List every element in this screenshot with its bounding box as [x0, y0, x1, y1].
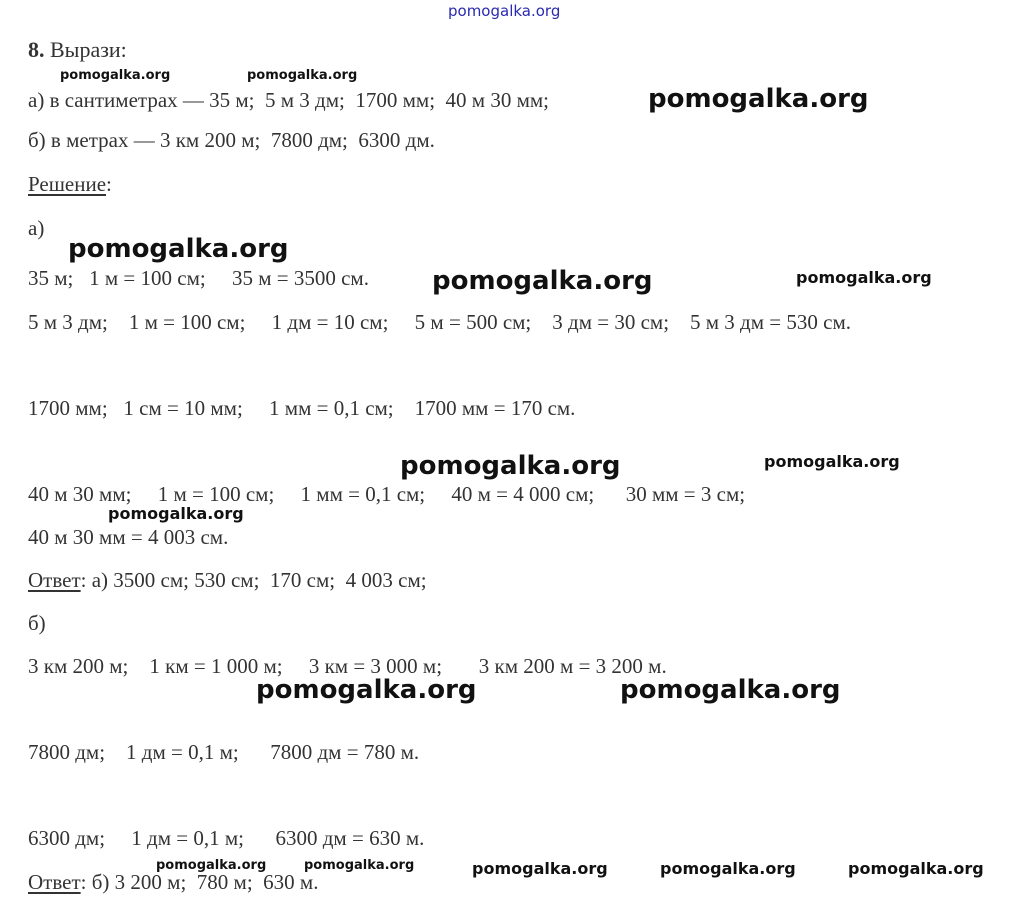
answer-b-word: Ответ — [28, 870, 81, 894]
solution-b-line-3: 6300 дм; 1 дм = 0,1 м; 6300 дм = 630 м. — [28, 826, 425, 850]
solution-a-line-3: 1700 мм; 1 см = 10 мм; 1 мм = 0,1 см; 1700 мм = 170 см. — [28, 396, 576, 420]
watermark: pomogalka.org — [648, 84, 869, 114]
watermark: pomogalka.org — [764, 452, 900, 471]
watermark: pomogalka.org — [400, 451, 621, 481]
answer-b-text: : б) 3 200 м; 780 м; 630 м. — [80, 870, 319, 894]
watermark: pomogalka.org — [108, 504, 244, 523]
answer-a — [28, 568, 427, 592]
task-number: 8. — [28, 37, 45, 62]
solution-a-line-5: 40 м 30 мм = 4 003 см. — [28, 525, 229, 549]
watermark: pomogalka.org — [68, 234, 289, 264]
solution-b-line-1: 3 км 200 м; 1 км = 1 000 м; 3 км = 3 000 м; 3 км 200 м = 3 200 м. — [28, 654, 667, 678]
solution-a-line-1: 35 м; 1 м = 100 см; 35 м = 3500 см. — [28, 266, 369, 290]
watermark-top: pomogalka.org — [448, 2, 561, 20]
watermark: pomogalka.org — [156, 858, 267, 873]
watermark: pomogalka.org — [848, 859, 984, 878]
solution-a-line-4: 40 м 30 мм; 1 м = 100 см; 1 мм = 0,1 см; 40 м = 4 000 см; 30 мм = 3 см; — [28, 482, 746, 506]
task-part-b: б) в метрах — 3 км 200 м; 7800 дм; 6300 дм. — [28, 128, 435, 152]
answer-a-word: Ответ — [28, 568, 81, 592]
task-title: Вырази: — [50, 37, 127, 62]
watermark: pomogalka.org — [304, 858, 415, 873]
task-part-a: а) в сантиметрах — 35 м; 5 м 3 дм; 1700 мм; 40 м 30 мм; — [28, 88, 549, 112]
solution-a-line-2: 5 м 3 дм; 1 м = 100 см; 1 дм = 10 см; 5 м = 500 см; 3 дм = 30 см; 5 м 3 дм = 530 см. — [28, 310, 851, 334]
watermark: pomogalka.org — [796, 268, 932, 287]
answer-a-text: : а) 3500 см; 530 см; 170 см; 4 003 см; — [80, 568, 427, 592]
watermark: pomogalka.org — [247, 68, 358, 83]
solution-heading-colon: : — [106, 172, 112, 196]
watermark: pomogalka.org — [256, 675, 477, 705]
solution-b-label: б) — [28, 611, 46, 635]
watermark: pomogalka.org — [472, 859, 608, 878]
solution-b-line-2: 7800 дм; 1 дм = 0,1 м; 7800 дм = 780 м. — [28, 740, 420, 764]
task-heading — [28, 38, 127, 62]
watermark: pomogalka.org — [620, 675, 841, 705]
solution-a-label: а) — [28, 216, 45, 240]
answer-b — [28, 870, 318, 894]
solution-heading — [28, 172, 112, 196]
solution-heading-word: Решение — [28, 172, 107, 196]
watermark: pomogalka.org — [660, 859, 796, 878]
watermark: pomogalka.org — [60, 68, 171, 83]
watermark: pomogalka.org — [432, 266, 653, 296]
